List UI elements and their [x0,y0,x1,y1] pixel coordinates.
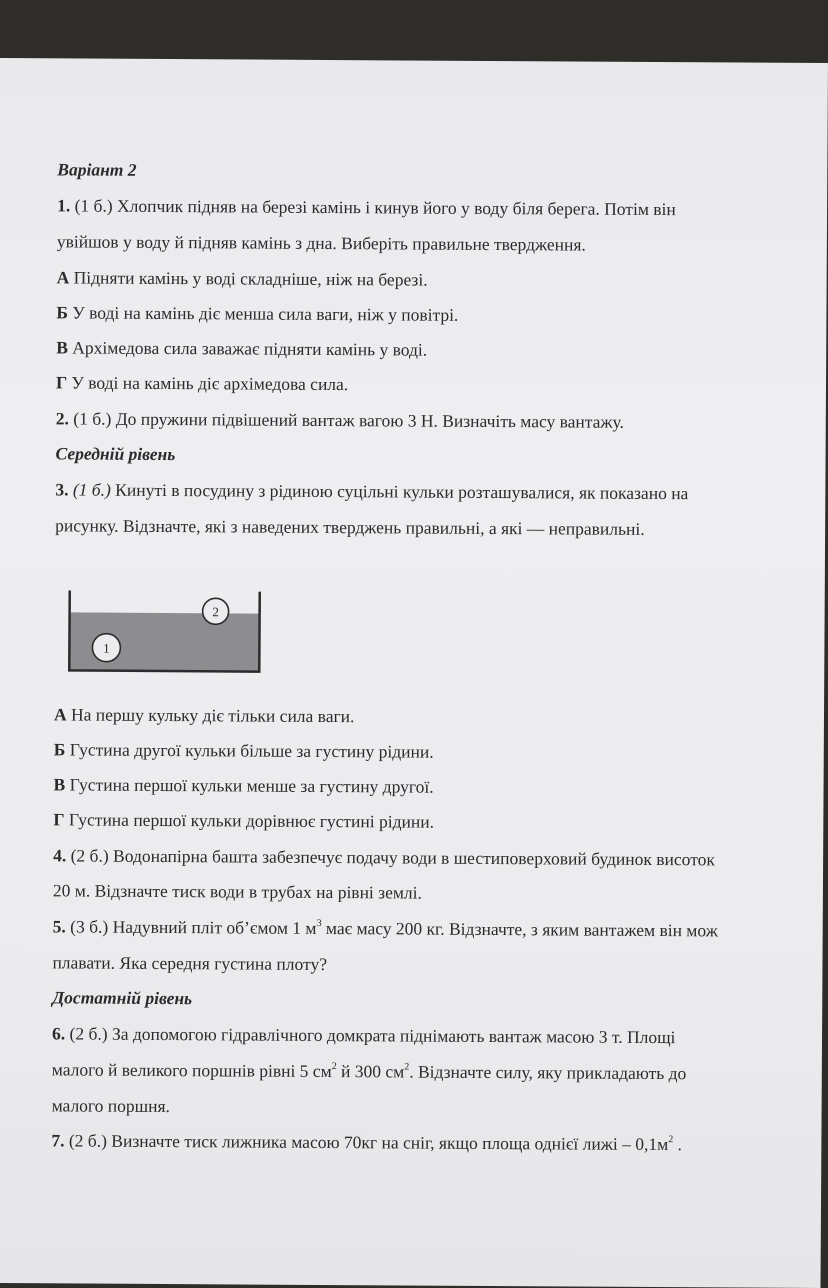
q5-line-2: плавати. Яка середня густина плоту? [52,952,328,975]
option-text: Густина другої кульки більше за густину рідини. [65,739,434,762]
option-text: У воді на камінь діє архімедова сила. [67,372,349,395]
option-text: Густина першої кульки дорівнює густині рідини. [64,809,435,832]
option-letter: В [53,774,66,795]
q3-line-1 [55,478,688,504]
q5-text-1b: має масу 200 кг. Відзначте, з яким вантажем він мож [321,917,718,941]
q1-number: 1. [57,195,71,216]
option-text: На першу кульку діє тільки сила ваги. [66,704,355,727]
q3-option-b [54,738,434,762]
q7-text-b: . [673,1134,683,1155]
option-letter: Б [56,302,69,323]
q6-superscript-2: 2 [404,1061,410,1073]
option-text: Підняти камінь у воді складніше, ніж на березі. [69,267,428,290]
q6-text-2a: малого й великого поршнів рівні 5 см [51,1059,332,1082]
q6-text-1: За допомогою гідравлічного домкрата піднімають вантаж масою 3 т. Площі [107,1023,676,1048]
q7-points: (2 б.) [68,1130,108,1151]
option-letter: А [56,267,70,288]
q4-points: (2 б.) [70,845,109,866]
q1-text-1: Хлопчик підняв на березі камінь і кинув його у воду біля берега. Потім він [112,195,676,220]
option-letter: А [53,704,67,725]
q1-points: (1 б.) [74,195,113,216]
q3-line-2: рисунку. Відзначте, які з наведених тверджень правильні, а які — неправильні. [55,515,645,539]
option-text: У воді на камінь діє менша сила ваги, ніж у повітрі. [67,302,459,325]
option-text: Густина першої кульки менше за густину другої. [65,774,434,797]
ball-1-label: 1 [103,640,110,656]
q5-text-1a: Надувний пліт об’ємом 1 м [108,916,317,938]
q6-points: (2 б.) [69,1023,108,1044]
q1-line-2: увійшов у воду й підняв камінь з дна. Виберіть правильне твердження. [56,231,586,255]
q7-line [51,1129,682,1155]
ball-2-label: 2 [212,604,219,620]
q6-superscript-1: 2 [331,1061,337,1073]
q6-line-1 [52,1022,676,1048]
q5-number: 5. [52,916,66,937]
q4-line-2: 20 м. Відзначте тиск води в трубах на рівні землі. [52,880,423,903]
q4-number: 4. [53,845,67,866]
q3-option-c [53,773,433,797]
level-medium-heading: Середній рівень [55,443,176,465]
q3-option-d [53,808,434,832]
q6-number: 6. [51,1023,66,1044]
q1-option-a [57,266,428,290]
option-letter: Б [53,739,66,760]
q1-option-c [56,336,427,360]
q4-text-1: Водонапірна башта забезпечує подачу води в шестиповерховий будинок висоток [108,845,715,870]
q5-points: (3 б.) [70,916,109,937]
q6-text-2b: й 300 см [336,1061,405,1082]
q7-text-a: Визначте тиск лижника масою 70кг на сніг, якщо площа однієї лижі – 0,1м [106,1130,669,1155]
q5-line-1 [53,915,718,941]
q6-line-2 [52,1058,687,1084]
q4-line-1 [53,844,715,870]
option-letter: Г [53,809,65,830]
worksheet-page [0,58,828,1288]
q1-option-b [56,301,458,325]
option-letter: В [56,337,68,358]
q2-text: До пружини підвішений вантаж вагою 3 Н. Визначіть масу вантажу. [111,408,624,432]
variant-title: Варіант 2 [57,159,137,180]
q6-line-3: малого поршня. [51,1095,171,1117]
q3-points: (1 б.) [72,479,111,500]
q2-number: 2. [55,408,69,429]
option-text: Архімедова сила заважає підняти камінь у воді. [67,337,428,360]
q7-superscript: 2 [668,1134,674,1146]
q1-option-d [56,371,348,395]
q5-superscript: 3 [316,917,322,929]
q7-number: 7. [51,1130,65,1151]
q3-option-a [54,703,355,727]
option-letter: Г [55,372,68,393]
q2-line [56,407,624,432]
vessel-figure [66,590,267,682]
level-sufficient-heading: Достатній рівень [52,987,193,1009]
q6-text-2c: . Відзначте силу, яку прикладають до [409,1061,687,1084]
q3-text-1: Кинуті в посудину з рідиною суцільні кульки розташувалися, як показано на [110,479,689,504]
q3-number: 3. [55,479,69,500]
q2-points: (1 б.) [73,408,112,429]
q1-line-1 [57,194,676,220]
vessel-diagram [66,590,267,677]
